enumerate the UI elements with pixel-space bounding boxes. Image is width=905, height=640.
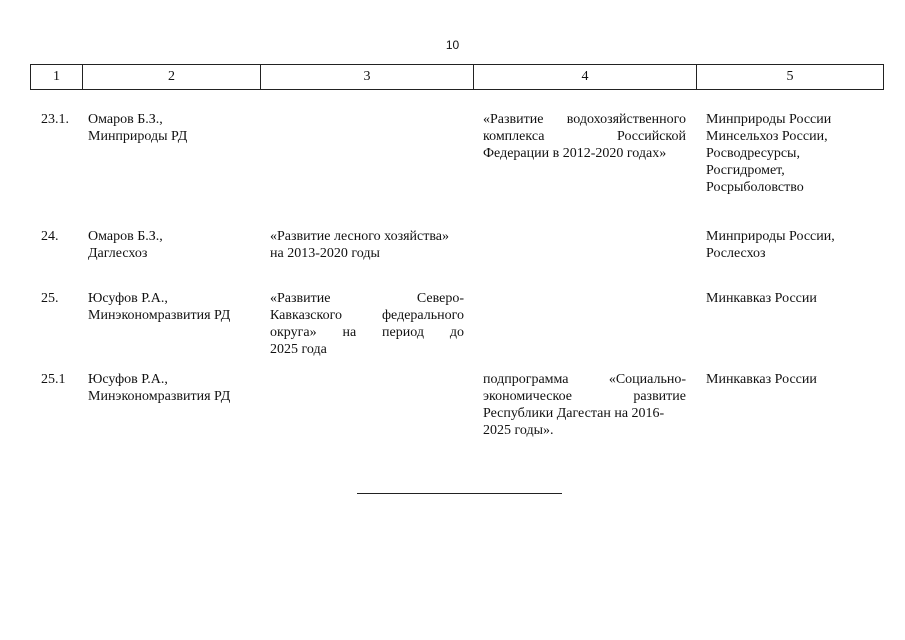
program-cell-word: 2025 года [270,342,327,357]
federal-body-line: Минприроды России [706,112,832,127]
federal-body-cell [706,371,876,388]
responsible-cell [88,290,263,324]
federal-body-line: Рослесхоз [706,246,766,261]
program-cell-word: на 2013-2020 годы [270,246,380,261]
subprogram-cell-word: 2025 годы». [483,423,554,438]
program-cell-line [270,307,464,324]
responsible-line: Омаров Б.З., [88,112,163,127]
program-cell-word: «Развитие лесного хозяйства» [270,229,450,244]
responsible-line: Омаров Б.З., [88,229,163,244]
federal-body-line: Росрыболовство [706,180,804,195]
federal-body-cell [706,228,876,262]
subprogram-cell-line [483,128,686,145]
responsible-line: Минэкономразвития РД [88,308,231,323]
program-cell [270,290,464,358]
program-cell-word: округа» [270,325,317,340]
subprogram-cell-word: экономическое [483,389,572,404]
subprogram-cell-word: развитие [633,389,686,404]
responsible-line: Даглесхоз [88,246,148,261]
subprogram-cell [483,371,686,439]
program-cell-line [270,228,464,245]
program-cell-word: период [382,325,424,340]
federal-body-line: Минприроды России, [706,229,835,244]
program-cell-word: до [449,325,464,340]
federal-body-line: Росводресурсы, [706,146,800,161]
subprogram-cell-line [483,371,686,388]
subprogram-cell-word: водохозяйственного [566,112,686,127]
program-cell-line [270,245,464,262]
responsible-cell [88,111,263,145]
subprogram-cell-line [483,111,686,128]
subprogram-cell-word: Российской [617,129,686,144]
federal-body-cell [706,290,876,307]
program-cell-line [270,324,464,341]
federal-body-line: Росгидромет, [706,163,785,178]
federal-body-line: Минсельхоз России, [706,129,828,144]
subprogram-cell [483,111,686,162]
responsible-line: Юсуфов Р.А., [88,291,168,306]
responsible-line: Юсуфов Р.А., [88,372,168,387]
row-number: 24. [41,229,59,244]
column-header-2: 2 [83,65,261,90]
column-header-4: 4 [474,65,697,90]
responsible-line: Минэкономразвития РД [88,389,231,404]
subprogram-cell-word: «Развитие [483,112,544,127]
program-cell-line [270,290,464,307]
subprogram-cell-word: «Социально- [608,372,686,387]
program-cell-word: Северо- [416,291,464,306]
program-cell-word: федерального [381,308,464,323]
row-number: 25. [41,291,59,306]
responsible-cell [88,228,263,262]
program-cell-word: «Развитие [270,291,331,306]
footer-rule [357,493,562,494]
subprogram-cell-word: комплекса [483,129,545,144]
subprogram-cell-word: подпрограмма [483,372,569,387]
program-cell-word: Кавказского [270,308,343,323]
federal-body-line: Минкавказ России [706,291,817,306]
column-header-3: 3 [261,65,474,90]
subprogram-cell-word: Республики Дагестан на 2016- [483,406,665,421]
federal-body-line: Минкавказ России [706,372,817,387]
responsible-cell [88,371,263,405]
subprogram-cell-word: Федерации в 2012-2020 годах» [483,146,667,161]
program-cell-line [270,341,464,358]
subprogram-cell-line [483,388,686,405]
subprogram-cell-line [483,405,686,422]
row-number: 25.1 [41,372,66,387]
column-header-5: 5 [697,65,884,90]
row-number: 23.1. [41,112,69,127]
program-cell-word: на [342,325,357,340]
page-number: 10 [445,38,460,52]
subprogram-cell-line [483,145,686,162]
column-header-1: 1 [31,65,83,90]
federal-body-cell [706,111,876,196]
subprogram-cell-line [483,422,686,439]
responsible-line: Минприроды РД [88,129,188,144]
program-cell [270,228,464,262]
